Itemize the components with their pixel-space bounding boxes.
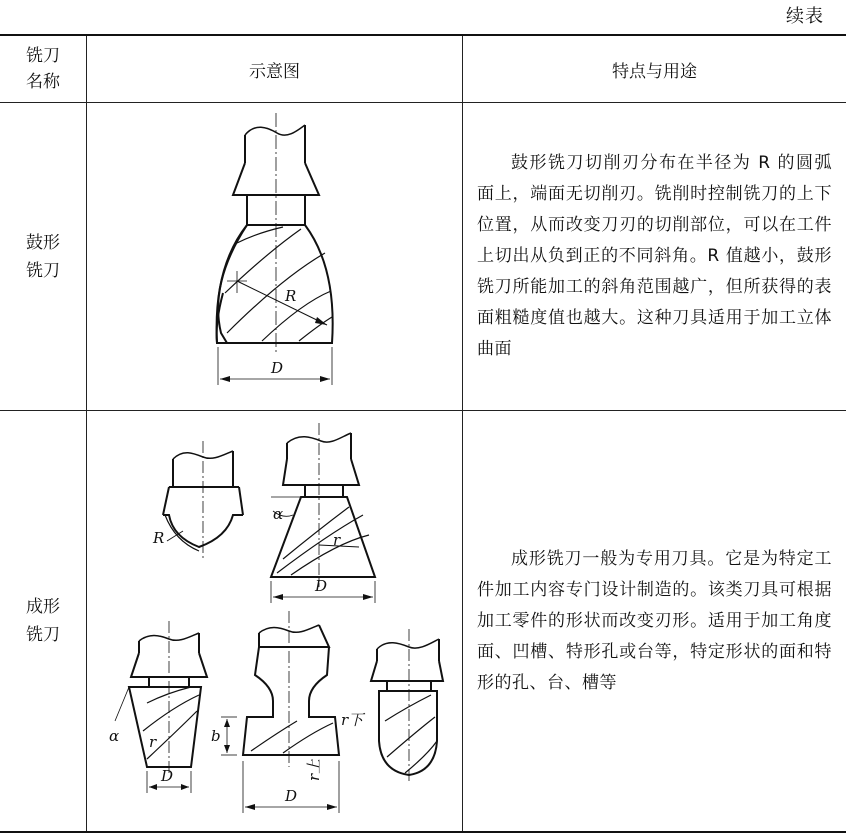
label-R: R	[284, 287, 296, 305]
header-diagram: 示意图	[87, 35, 463, 103]
table-row	[0, 103, 846, 411]
label-alpha-b: α	[273, 505, 283, 523]
cutter-name-line1: 鼓形	[26, 233, 60, 253]
label-r-lower: r下	[341, 711, 366, 729]
header-features: 特点与用途	[463, 35, 846, 103]
table-row	[0, 411, 846, 833]
cutter-name-line2: 铣刀	[26, 625, 60, 645]
label-alpha-c: α	[109, 727, 119, 745]
label-D-b: D	[314, 577, 327, 595]
diagram-cell	[87, 103, 463, 411]
diagram-cell	[87, 411, 463, 833]
label-r-c: r	[149, 733, 157, 751]
header-cutter-name-line2: 名称	[26, 72, 60, 92]
cutter-name-line1: 成形	[26, 597, 60, 617]
description-text: 鼓形铣刀切削刃分布在半径为 R 的圆弧面上，端面无切削刃。铣削时控制铣刀的上下位置，从而改变刀刃的切削部位，可以在工件上切出从负到正的不同斜角。R 值越小，鼓形铣刀所能加工的斜角范围越广，但所获得的表面粗糙度值也越大。这种刀具适用于加工立体曲面	[477, 148, 832, 365]
milling-cutter-table	[0, 34, 846, 833]
form-cutter-diagram	[87, 411, 462, 831]
label-R-concave: R	[152, 529, 164, 547]
label-r-upper: r上	[305, 759, 323, 781]
label-b: b	[211, 727, 221, 745]
table-header-row	[0, 35, 846, 103]
description-text: 成形铣刀一般为专用刀具。它是为特定工件加工内容专门设计制造的。该类刀具可根据加工零件的形状而改变刃形。适用于加工角度面、凹槽、特形孔或台等，特定形状的面和特形的孔、台、槽等	[477, 544, 832, 699]
label-r-b: r	[333, 531, 341, 549]
label-D-d: D	[284, 787, 297, 805]
label-D-c: D	[160, 767, 173, 785]
header-cutter-name	[0, 35, 87, 103]
drum-cutter-diagram	[87, 103, 462, 410]
description-cell	[463, 103, 846, 411]
header-cutter-name-line1: 铣刀	[26, 46, 60, 66]
continued-label: 续表	[786, 2, 824, 28]
label-D: D	[270, 359, 283, 377]
cutter-name-line2: 铣刀	[26, 261, 60, 281]
cutter-name-cell	[0, 411, 87, 833]
cutter-name-cell	[0, 103, 87, 411]
description-cell	[463, 411, 846, 833]
